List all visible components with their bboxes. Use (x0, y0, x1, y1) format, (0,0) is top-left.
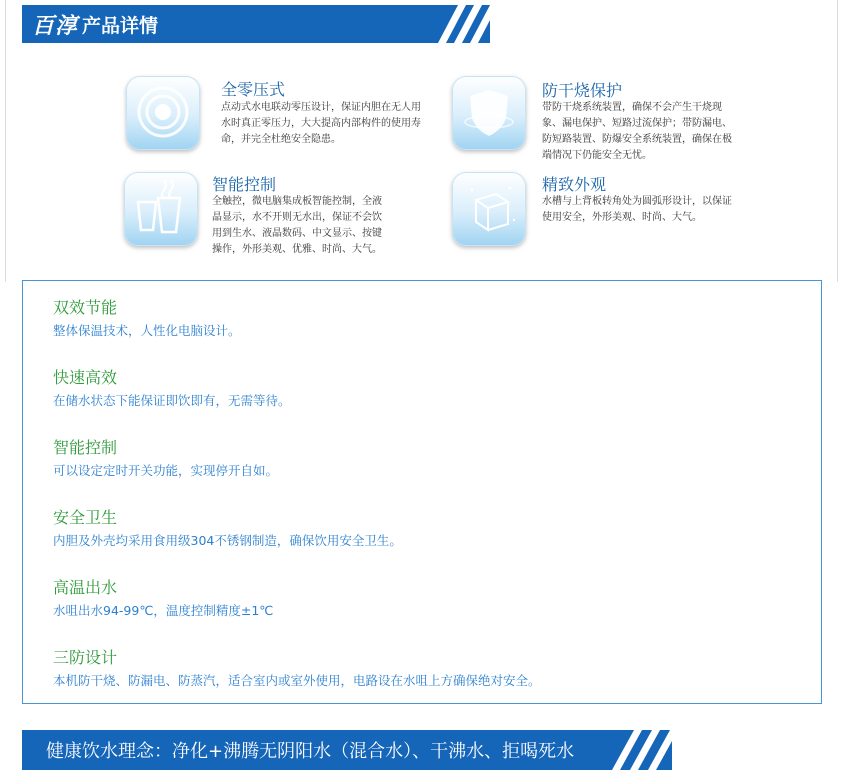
detail-item (53, 435, 278, 479)
detail-item (53, 645, 541, 689)
detail-title: 快速高效 (53, 368, 118, 387)
feature-description: 点动式水电联动零压设计，保证内胆在无人用水时真正零压力，大大提高内部构件的使用寿命，并完全杜绝安全隐患。 (221, 102, 421, 145)
detail-description: 内胆及外壳均采用食用级304不锈钢制造，确保饮用安全卫生。 (53, 533, 402, 548)
detail-title: 双效节能 (53, 298, 118, 317)
philosophy-banner (22, 730, 672, 770)
philosophy-text: 健康饮水理念：净化+沸腾无阴阳水（混合水）、干沸水、拒喝死水 (46, 741, 575, 762)
detail-description: 水咀出水94-99℃，温度控制精度±1℃ (53, 603, 274, 618)
feature-description: 水槽与上背板转角处为圆弧形设计，以保证使用安全，外形美观、时尚、大气。 (542, 196, 732, 223)
feature-description: 全触控，微电脑集成板智能控制，全液晶显示，水不开则无水出，保证不会饮用到生水、液晶数码、中文显示、按键操作，外形美观、优雅、时尚、大气。 (212, 196, 382, 255)
feature-title: 防干烧保护 (542, 81, 623, 100)
feature-details-box (22, 280, 822, 704)
detail-description: 在储水状态下能保证即饮即有，无需等待。 (53, 393, 291, 408)
detail-title: 智能控制 (53, 438, 118, 457)
target-rings-icon (126, 76, 200, 150)
brand-logo-text: 百淳 (32, 12, 79, 39)
feature-title: 全零压式 (221, 80, 286, 99)
detail-title: 三防设计 (53, 648, 118, 667)
feature-title: 智能控制 (212, 175, 277, 194)
detail-item (53, 505, 402, 549)
detail-item (53, 575, 273, 619)
detail-item (53, 365, 291, 409)
diagonal-stripes-decoration (586, 730, 672, 770)
diagonal-stripes-decoration (416, 5, 490, 43)
header-banner (22, 5, 490, 43)
shield-icon (452, 76, 526, 150)
feature-description: 带防干烧系统装置，确保不会产生干烧现象、漏电保护、短路过流保护；带防漏电、防短路装置、防爆安全系统装置，确保在极端情况下仍能安全无忧。 (542, 102, 732, 161)
hot-cups-icon (124, 172, 198, 246)
page-title: 产品详情 (82, 14, 159, 37)
detail-item (53, 295, 241, 339)
feature-title: 精致外观 (542, 175, 607, 194)
detail-title: 高温出水 (53, 578, 118, 597)
detail-title: 安全卫生 (53, 508, 118, 527)
header-title-group (32, 5, 158, 43)
detail-description: 本机防干烧、防漏电、防蒸汽，适合室内或室外使用，电路设在水咀上方确保绝对安全。 (53, 673, 541, 688)
cube-icon (452, 172, 526, 246)
detail-description: 可以设定定时开关功能，实现停开自如。 (53, 463, 279, 478)
detail-description: 整体保温技术，人性化电脑设计。 (53, 323, 241, 338)
